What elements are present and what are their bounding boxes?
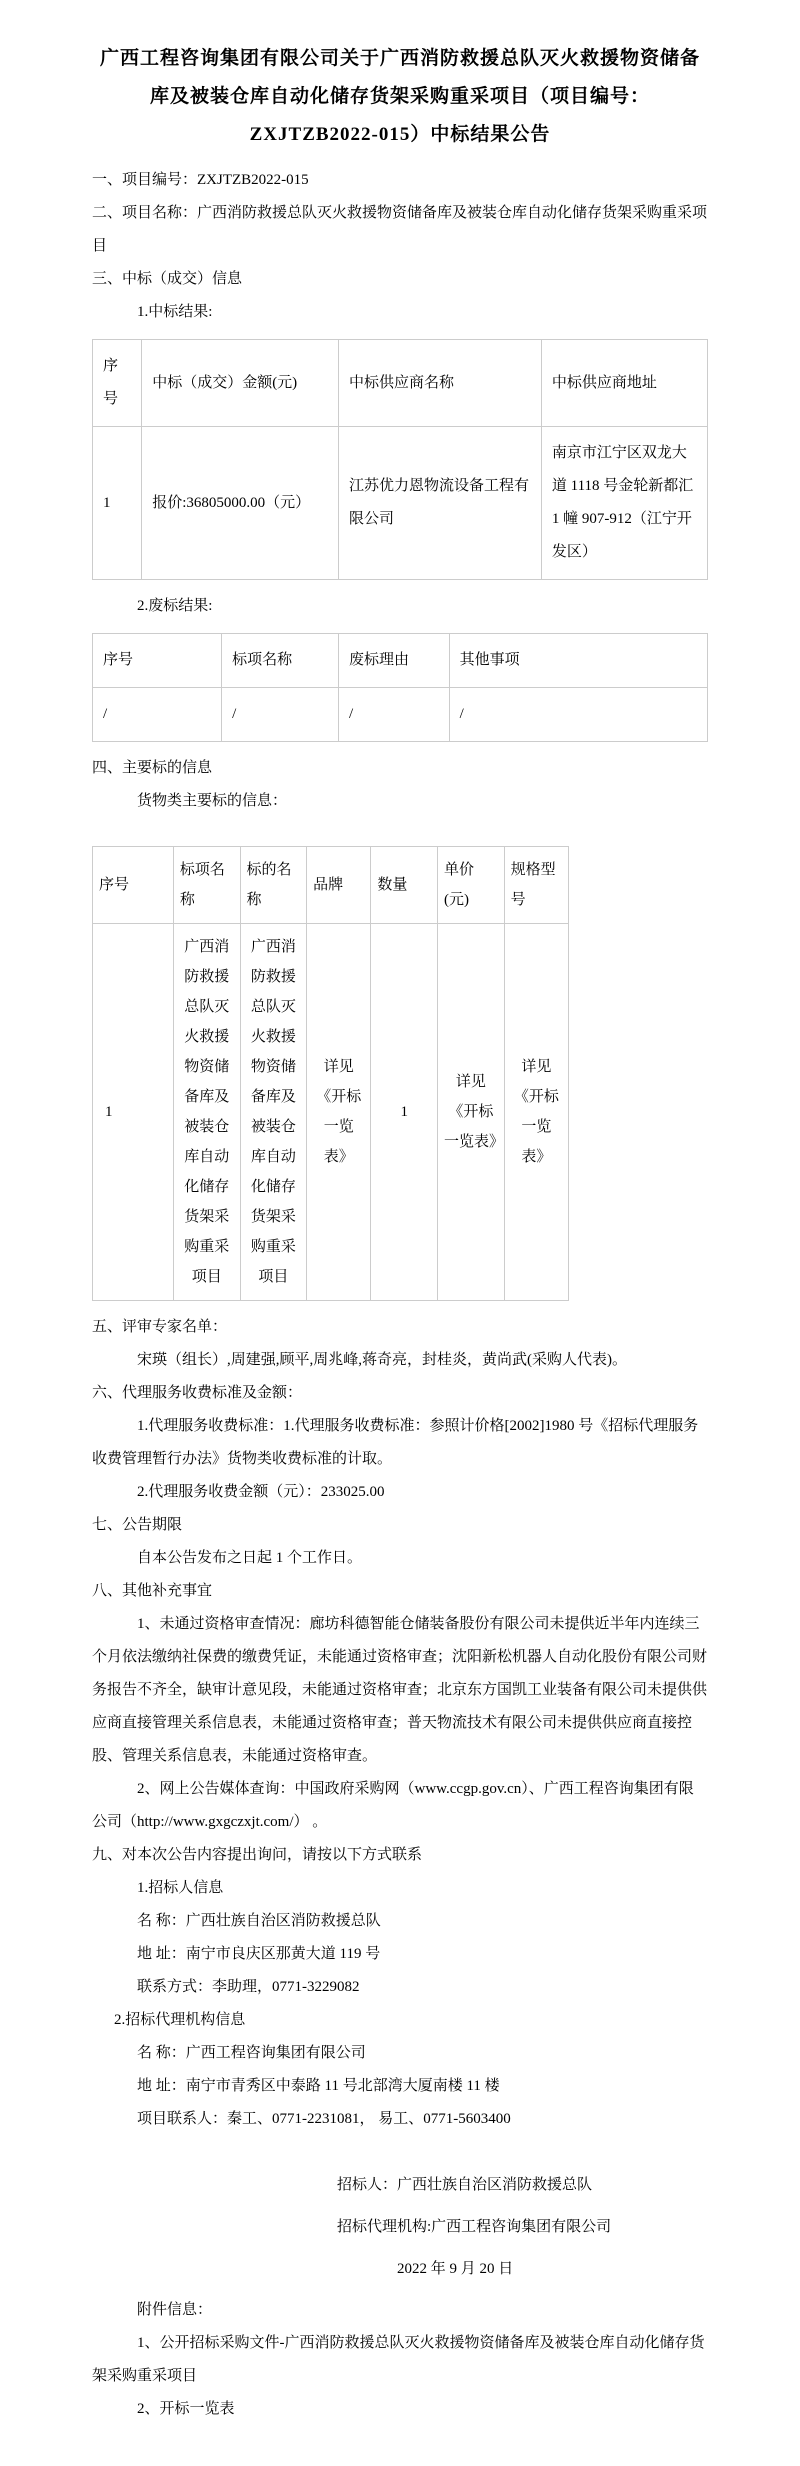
attachment-heading: 附件信息： (137, 2302, 213, 2318)
goods-cell-brand: 详见《开标一览表》 (307, 924, 371, 1301)
project-number-line: 一、项目编号：ZXJTZB2022-015 (92, 172, 309, 188)
invalid-table-header-row (93, 634, 708, 688)
page-title: 广西工程咨询集团有限公司关于广西消防救援总队灭火救援物资储备库及被装仓库自动化储存货架采购重采项目（项目编号：ZXJTZB2022-015）中标结果公告 (99, 48, 700, 145)
goods-cell-subject-name: 广西消防救援总队灭火救援物资储备库及被装仓库自动化储存货架采购重采项目 (240, 924, 307, 1301)
award-info-heading: 三、中标（成交）信息 (92, 271, 243, 287)
invalid-header-item: 标项名称 (222, 634, 339, 688)
invalid-bid-table (92, 633, 708, 742)
attachment-item-2: 2、开标一览表 (137, 2401, 235, 2417)
agency-fee-amount: 2.代理服务收费金额（元）：233025.00 (137, 1484, 385, 1500)
goods-header-spec: 规格型号 (504, 847, 568, 924)
award-result-table (92, 339, 708, 580)
award-cell-supplier: 江苏优力恩物流设备工程有限公司 (338, 427, 541, 580)
tenderer-contact: 联系方式：李助理，0771-3229082 (137, 1979, 360, 1995)
signature-tenderer: 招标人：广西壮族自治区消防救援总队 (337, 2177, 593, 2193)
contact-heading: 九、对本次公告内容提出询问，请按以下方式联系 (92, 1847, 423, 1863)
agency-info-label: 2.招标代理机构信息 (114, 2012, 246, 2028)
award-table-header-row (93, 340, 708, 427)
invalid-cell-item: / (222, 688, 339, 742)
invalid-header-seq: 序号 (93, 634, 222, 688)
goods-header-item-name: 标项名称 (173, 847, 240, 924)
project-name-line: 二、项目名称：广西消防救援总队灭火救援物资储备库及被装仓库自动化储存货架采购重采项目 (92, 205, 708, 254)
tenderer-info-label: 1.招标人信息 (137, 1880, 224, 1896)
award-header-address: 中标供应商地址 (541, 340, 707, 427)
signature-date: 2022 年 9 月 20 日 (397, 2261, 514, 2277)
goods-header-brand: 品牌 (307, 847, 371, 924)
invalid-result-label: 2.废标结果: (137, 598, 213, 614)
tenderer-name: 名 称：广西壮族自治区消防救援总队 (137, 1913, 381, 1929)
award-header-supplier: 中标供应商名称 (338, 340, 541, 427)
invalid-header-reason: 废标理由 (338, 634, 449, 688)
award-cell-seq: 1 (93, 427, 142, 580)
goods-subject-table (92, 846, 569, 1301)
tenderer-address: 地 址：南宁市良庆区那黄大道 119 号 (137, 1946, 381, 1962)
supplement-item-2: 2、网上公告媒体查询：中国政府采购网（www.ccgp.gov.cn）、广西工程咨询集团有限公司（http://www.gxgczxjt.com/） 。 (92, 1781, 694, 1830)
goods-cell-item-name: 广西消防救援总队灭火救援物资储备库及被装仓库自动化储存货架采购重采项目 (173, 924, 240, 1301)
award-cell-address: 南京市江宁区双龙大道 1118 号金轮新都汇 1 幢 907-912（江宁开发区） (541, 427, 707, 580)
attachment-block (92, 2294, 708, 2426)
goods-cell-seq: 1 (93, 924, 174, 1301)
goods-cell-unit-price: 详见《开标一览表》 (438, 924, 505, 1301)
supplement-heading: 八、其他补充事宜 (92, 1583, 213, 1599)
award-header-seq: 序号 (93, 340, 142, 427)
signature-agency: 招标代理机构:广西工程咨询集团有限公司 (337, 2219, 612, 2235)
supplement-item-1: 1、未通过资格审查情况：廊坊科德智能仓储装备股份有限公司未提供近半年内连续三个月依法缴纳社保费的缴费凭证，未能通过资格审查；沈阳新松机器人自动化股份有限公司财务报告不齐全，缺审计意见段，未能通过资格审查；北京东方国凯工业装备有限公司未提供供应商直接管理关系信息表，未能通过资格审查；普天物流技术有限公司未提供供应商直接控股、管理关系信息表，未能通过资格审查。 (92, 1616, 708, 1764)
goods-header-subject-name: 标的名称 (240, 847, 307, 924)
invalid-cell-seq: / (93, 688, 222, 742)
agency-address: 地 址：南宁市青秀区中泰路 11 号北部湾大厦南楼 11 楼 (137, 2078, 500, 2094)
invalid-table-data-row (93, 688, 708, 742)
award-cell-amount: 报价:36805000.00（元） (142, 427, 339, 580)
invalid-cell-other: / (449, 688, 707, 742)
agency-fee-standard: 1.代理服务收费标准：1.代理服务收费标准：参照计价格[2002]1980 号《招标代理服务收费管理暂行办法》货物类收费标准的计取。 (92, 1418, 699, 1467)
main-subject-heading: 四、主要标的信息 (92, 760, 213, 776)
experts-heading: 五、评审专家名单： (92, 1319, 228, 1335)
signature-block (92, 2164, 708, 2290)
agency-fee-heading: 六、代理服务收费标准及金额： (92, 1385, 303, 1401)
award-result-label: 1.中标结果: (137, 304, 213, 320)
invalid-header-other: 其他事项 (449, 634, 707, 688)
attachment-item-1: 1、公开招标采购文件-广西消防救援总队灭火救援物资储备库及被装仓库自动化储存货架采购重采项目 (92, 2335, 705, 2384)
goods-info-label: 货物类主要标的信息： (137, 793, 288, 809)
experts-names: 宋瑛（组长）,周建强,顾平,周兆峰,蒋奇亮，封桂炎，黄尚武(采购人代表)。 (137, 1352, 627, 1368)
award-table-data-row (93, 427, 708, 580)
goods-header-quantity: 数量 (371, 847, 438, 924)
goods-header-unit-price: 单价(元) (438, 847, 505, 924)
goods-table-header-row (93, 847, 569, 924)
goods-cell-spec: 详见《开标一览表》 (504, 924, 568, 1301)
period-text: 自本公告发布之日起 1 个工作日。 (137, 1550, 363, 1566)
goods-table-data-row (93, 924, 569, 1301)
agency-contact: 项目联系人：秦工、0771-2231081， 易工、0771-5603400 (137, 2111, 511, 2127)
goods-cell-quantity: 1 (371, 924, 438, 1301)
agency-name: 名 称：广西工程咨询集团有限公司 (137, 2045, 366, 2061)
period-heading: 七、公告期限 (92, 1517, 183, 1533)
award-header-amount: 中标（成交）金额(元) (142, 340, 339, 427)
invalid-cell-reason: / (338, 688, 449, 742)
goods-header-seq: 序号 (93, 847, 174, 924)
